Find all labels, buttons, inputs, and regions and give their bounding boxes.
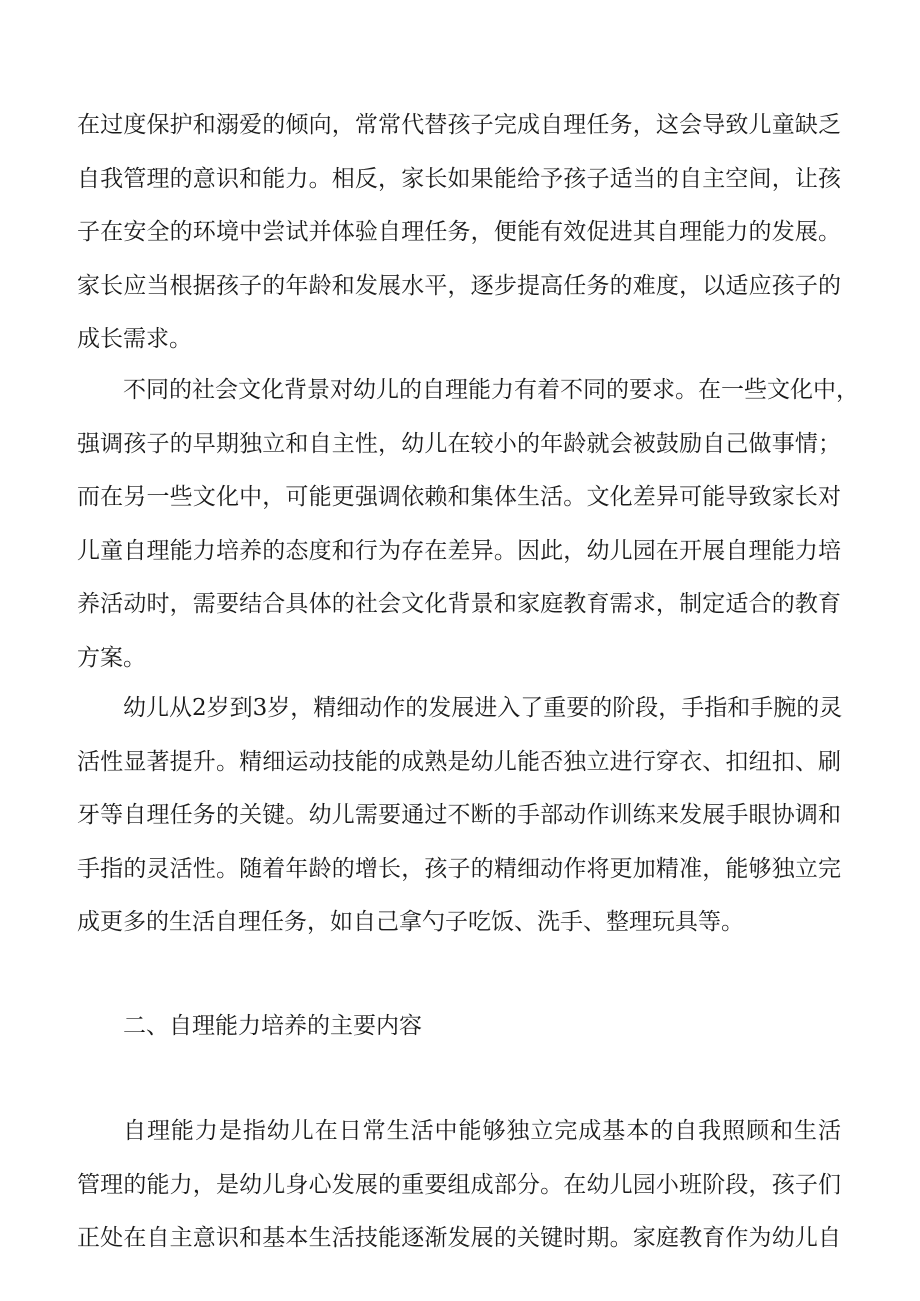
paragraph-line: 成更多的生活自理任务，如自己拿勺子吃饭、洗手、整理玩具等。 xyxy=(77,909,744,935)
paragraph-2 xyxy=(77,364,859,685)
paragraph-line: 强调孩子的早期独立和自主性，幼儿在较小的年龄就会被鼓励自己做事情； xyxy=(77,430,841,457)
paragraph-line: 幼儿从2岁到3岁，精细动作的发展进入了重要的阶段，手指和手腕的灵 xyxy=(123,695,843,721)
paragraph-line: 手指的灵活性。随着年龄的增长，孩子的精细动作将更加精准，能够独立完 xyxy=(77,855,841,882)
paragraph-3 xyxy=(77,682,841,950)
paragraph-line: 儿童自理能力培养的态度和行为存在差异。因此，幼儿园在开展自理能力培 xyxy=(77,537,841,564)
paragraph-line: 子在安全的环境中尝试并体验自理任务，便能有效促进其自理能力的发展。 xyxy=(77,219,841,245)
paragraph-line: 不同的社会文化背景对幼儿的自理能力有着不同的要求。在一些文化中， xyxy=(123,377,859,403)
paragraph-line: 家长应当根据孩子的年龄和发展水平，逐步提高任务的难度，以适应孩子的 xyxy=(77,272,841,299)
paragraph-line: 自我管理的意识和能力。相反，家长如果能给予孩子适当的自主空间，让孩 xyxy=(77,165,841,192)
paragraph-line: 活性显著提升。精细运动技能的成熟是幼儿能否独立进行穿衣、扣纽扣、刷 xyxy=(77,748,841,775)
paragraph-line: 方案。 xyxy=(77,644,146,671)
paragraph-line: 管理的能力，是幼儿身心发展的重要组成部分。在幼儿园小班阶段，孩子们 xyxy=(77,1171,841,1198)
paragraph-line: 正处在自主意识和基本生活技能逐渐发展的关键时期。家庭教育作为幼儿自 xyxy=(77,1225,841,1251)
paragraph-line: 而在另一些文化中，可能更强调依赖和集体生活。文化差异可能导致家长对 xyxy=(77,484,841,510)
paragraph-4 xyxy=(77,1105,841,1266)
paragraph-1 xyxy=(77,99,841,367)
paragraph-line: 牙等自理任务的关键。幼儿需要通过不断的手部动作训练来发展手眼协调和 xyxy=(77,802,841,828)
paragraph-line: 成长需求。 xyxy=(77,326,192,352)
paragraph-line: 自理能力是指幼儿在日常生活中能够独立完成基本的自我照顾和生活 xyxy=(123,1118,841,1144)
section-heading: 二、自理能力培养的主要内容 xyxy=(123,1013,422,1039)
paragraph-line: 在过度保护和溺爱的倾向，常常代替孩子完成自理任务，这会导致儿童缺乏 xyxy=(77,112,841,138)
paragraph-line: 养活动时，需要结合具体的社会文化背景和家庭教育需求，制定适合的教育 xyxy=(77,591,841,617)
